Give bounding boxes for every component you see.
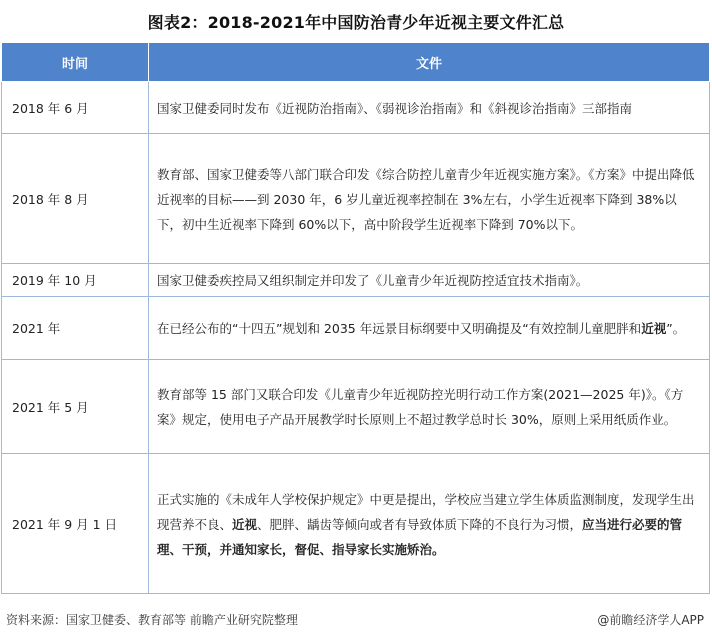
row-time: 2019 年 10 月 — [2, 264, 149, 297]
row-document — [149, 360, 710, 454]
column-header-document: 文件 — [149, 43, 710, 82]
policy-table — [1, 42, 710, 594]
row-time: 2018 年 6 月 — [2, 82, 149, 134]
row-document — [149, 82, 710, 134]
document-text-bold: 应当进行必要的管理、干预，并通知家长，督促、指导家长实施矫治。 — [157, 516, 683, 557]
document-text: 教育部、国家卫健委等八部门联合印发《综合防控儿童青少年近视实施方案》。《方案》中提出降低近视率的目标——到 2030 年，6 岁儿童近视率控制在 3%左右，小学生近视率下降到 38%以下，初中生近视率下降到 60%以下，高中阶段学生近视率下降到 70%以下。 — [157, 166, 695, 232]
document-text-bold: 近视 — [641, 321, 667, 336]
table-title: 图表2：2018-2021年中国防治青少年近视主要文件汇总 — [147, 13, 565, 32]
table-header-row — [2, 43, 710, 82]
row-time: 2021 年 — [2, 297, 149, 360]
row-time: 2021 年 5 月 — [2, 360, 149, 454]
column-header-time: 时间 — [2, 43, 149, 82]
document-text-bold: 近视 — [232, 516, 258, 532]
brand-label: @前瞻经济学人APP — [597, 613, 704, 627]
row-document — [149, 454, 710, 594]
table-row — [2, 454, 710, 594]
document-text: 、肥胖、龋齿等倾向或者有导致体质下降的不良行为习惯， — [257, 516, 583, 532]
document-text: 国家卫健委疾控局又组织制定并印发了《儿童青少年近视防控适宜技术指南》。 — [157, 273, 589, 288]
row-document — [149, 297, 710, 360]
table-row — [2, 134, 710, 264]
row-document — [149, 264, 710, 297]
table-row — [2, 360, 710, 454]
row-time: 2021 年 9 月 1 日 — [2, 454, 149, 594]
document-text: 在已经公布的“十四五”规划和 2035 年远景目标纲要中又明确提及“有效控制儿童肥胖和 — [157, 321, 642, 336]
table-row — [2, 82, 710, 134]
source-note: 资料来源：国家卫健委、教育部等 前瞻产业研究院整理 — [6, 613, 298, 627]
document-text: 国家卫健委同时发布《近视防治指南》、《弱视诊治指南》和《斜视诊治指南》三部指南 — [157, 100, 633, 116]
document-text: 教育部等 15 部门又联合印发《儿童青少年近视防控光明行动工作方案(2021—2025 年)》。《方案》规定，使用电子产品开展教学时长原则上不超过教学总时长 30%，原则上采用纸质作业。 — [157, 387, 684, 427]
table-row — [2, 264, 710, 297]
row-document — [149, 134, 710, 264]
row-time: 2018 年 8 月 — [2, 134, 149, 264]
document-text: 正式实施的《未成年人学校保护规定》中更是提出，学校应当建立学生体质监测制度，发现学生出现营养不良、 — [157, 491, 695, 532]
table-row — [2, 297, 710, 360]
document-text: ”。 — [666, 321, 686, 336]
